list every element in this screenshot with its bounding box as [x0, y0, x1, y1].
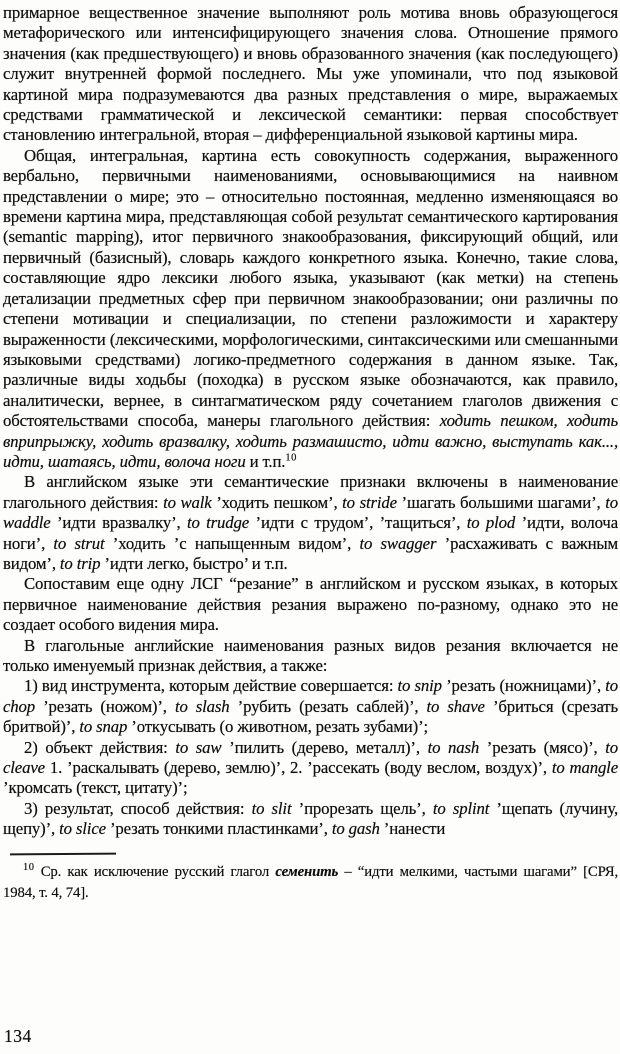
emphasis-text: to shave [426, 696, 485, 716]
text-run: 1) вид инструмента, которым действие совершается: [24, 676, 398, 696]
text-run: и т.п. [245, 451, 286, 471]
text-run: – “идти мелкими, частыми шагами” [СРЯ, 1984, т. 4, 74]. [3, 863, 618, 901]
footnote-block [3, 853, 618, 904]
emphasis-text: to saw [175, 737, 222, 757]
text-run: ’кромсать (текст, цитату)’; [3, 778, 188, 798]
text-run: ’расхаживать с важным видом’, [3, 533, 618, 573]
text-run: ’идти с трудом’, ’тащиться’, [249, 513, 467, 533]
emphasis-text: to trudge [187, 513, 250, 533]
text-run: ’идти вразвалку’, [50, 513, 187, 533]
text-run: ’щепать (лучину, щепу)’, [3, 798, 618, 839]
emphasis-text: to slash [174, 696, 230, 716]
text-run: Сопоставим еще одну ЛСГ “резание” в английском и русском языках, в которых первичное наименование действия резания выражено по-разному, однако это не создает особого видения мира. [3, 574, 618, 635]
footnote-rule [10, 852, 116, 855]
emphasis-text: to gash [331, 819, 380, 839]
paragraph-7-list-item-2 [3, 738, 618, 799]
text-run: ’резать (мясо)’, [479, 737, 606, 757]
paragraph-6-list-item-1 [3, 676, 618, 737]
text-run: ’резать (ножом)’, [35, 696, 175, 716]
emphasis-text: to cleave [3, 737, 619, 778]
emphasis-text: to chop [3, 676, 618, 716]
emphasis-text: to slice [59, 819, 106, 839]
text-run: ’ходить ’с напыщенным видом’, [104, 533, 360, 553]
paragraph-4 [3, 574, 618, 635]
text-run: 2) объект действия: [24, 737, 176, 757]
emphasis-text: to trip [59, 553, 101, 573]
emphasis-text: to mangle [551, 758, 618, 778]
paragraph-8-list-item-3 [3, 799, 618, 840]
text-run: ’идти легко, быстро’ и т.п. [100, 553, 288, 573]
footnote [3, 862, 618, 904]
emphasis-text: to waddle [3, 492, 618, 533]
emphasis-text: семенить [275, 863, 339, 880]
text-run: Ср. как исключение русский глагол [34, 863, 276, 880]
text-run: В английском языке эти семантические признаки включены в наименование глагольного действия: [3, 472, 618, 512]
text-run: В глагольные английские наименования разных видов резания включается не только именуемый признак действия, а также: [3, 635, 618, 675]
text-run: ’откусывать (о животном, резать зубами)’; [127, 717, 429, 737]
body-text [3, 3, 618, 840]
text-run: ’пилить (дерево, металл)’, [221, 737, 428, 757]
emphasis-text: ходить пешком, ходить вприпрыжку, ходить вразвалку, ходить размашисто, идти важно, выступать как..., идти, шатаясь, идти, волоча ноги [3, 411, 618, 471]
emphasis-text: to stride [342, 492, 397, 512]
text-run: 1. ’раскалывать (дерево, землю)’, 2. ’рассекать (воду веслом, воздух)’, [44, 758, 552, 778]
emphasis-text: to splint [432, 798, 490, 818]
emphasis-text: to slit [251, 798, 292, 818]
text-run: ’рубить (резать саблей)’, [229, 696, 427, 716]
text-run: ’резать тонкими пластинками’, [105, 819, 332, 839]
text-run: ’шагать большими шагами’, [396, 492, 606, 512]
paragraph-3 [3, 472, 618, 574]
paragraph-5 [3, 636, 618, 677]
paragraph-1 [3, 3, 618, 146]
text-run: ’резать (ножницами)’, [441, 676, 606, 696]
footnote-reference: 10 [23, 861, 35, 873]
emphasis-text: to snap [79, 717, 128, 737]
text-run: Общая, интегральная, картина есть совокупность содержания, выраженного вербально, первичными наименованиями, основывающимися на наивном представлении о мире; это – относительно постоянная, медленно изменяющаяся во времени картина мира, представляющая собой результат семантического картирования (semantic mapping), итог первичного знакообразования, фиксирующий общий, или первичный (базисный), словарь каждого конкретного языка. Конечно, такие слова, составляющие ядро лексики любого языка, указывают (как метки) на степень детализации предметных сфер при первичном знакообразовании; они различны по степени мотивации и специализации, по степени разложимости и характеру выраженности (лексическими, морфологическими, синтаксическими или смешанными языковыми средствами) логико-предметного содержания в данном языке. Так, различные виды ходьбы (походка) в русском языке обозначаются, как правило, аналитически, вернее, в синтагматическом ряду сочетанием глаголов движения с обстоятельствами способа, манеры глагольного действия: [3, 145, 618, 431]
paragraph-2 [3, 146, 618, 473]
text-run: ’нанести [379, 819, 446, 839]
emphasis-text: to walk [163, 492, 212, 512]
page-number: 134 [4, 1026, 32, 1046]
emphasis-text: to snip [397, 676, 442, 696]
text-run: ’ходить пешком’, [211, 492, 343, 512]
text-run: примарное вещественное значение выполняют роль мотива вновь образующегося метафорического или интенсифицирующего значения слова. Отношение прямого значения (как предшествующего) и вновь образованного значения (как последующего) служит внутренней формой последнего. Мы уже упоминали, что под языковой картиной мира подразумеваются два разных представления о мире, выражаемых средствами грамматической и лексической семантики: первая способствует становлению интегральной, вторая – дифференциальной языковой картины мира. [3, 3, 618, 145]
text-run: 3) результат, способ действия: [24, 798, 252, 818]
text-run: ’бриться (срезать бритвой)’, [3, 696, 618, 737]
footnote-reference: 10 [285, 452, 297, 464]
emphasis-text: to nash [427, 737, 480, 757]
emphasis-text: to plod [466, 513, 516, 533]
emphasis-text: to swagger [359, 533, 437, 553]
emphasis-text: to strut [53, 533, 105, 553]
text-run: ’прорезать щель’, [291, 798, 433, 818]
text-run: ’идти, волоча ноги’, [3, 513, 618, 553]
